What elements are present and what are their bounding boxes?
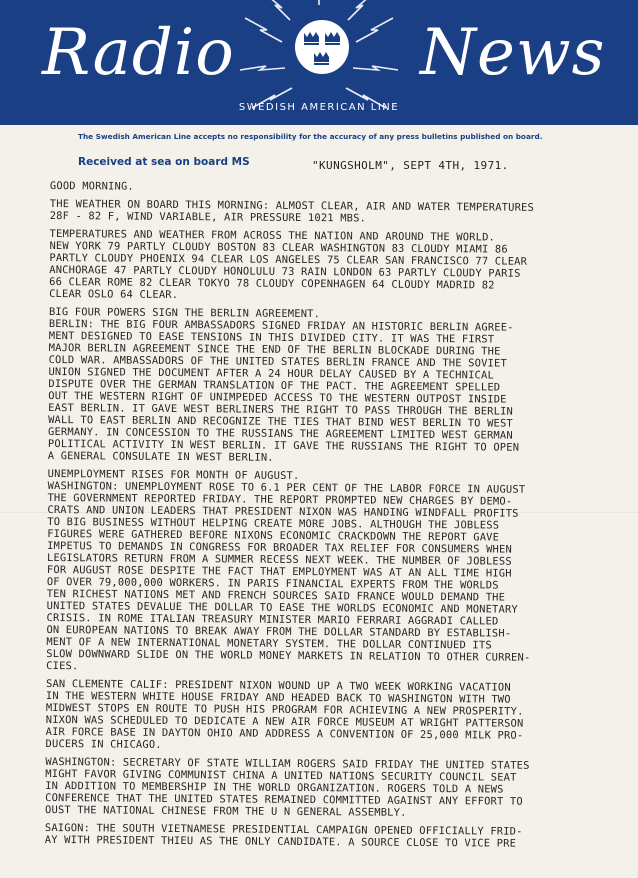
news-body (45, 180, 620, 850)
world-weather: TEMPERATURES AND WEATHER FROM ACROSS THE NATION AND AROUND THE WORLD. NEW YORK 79 PARTLY CLOUDY BOSTON 83 CLEAR WASHINGTON 83 CLOUDY MIAMI 86 PARTLY CLOUDY PHOENIX 94 CLEAR LOS ANGELES 75 CLEAR SAN FRANCISCO 77 CLEAR ANCHORAGE 47 PARTLY CLOUDY HONOLULU 73 RAIN LONDON 63 PARTLY CLOUDY PARIS 66 CLEAR ROME 82 CLEAR TOKYO 78 CLOUDY COPENHAGEN 64 CLOUDY MADRID 82 CLEAR OSLO 64 CLEAR. (49, 227, 528, 302)
received-label: Received at sea on board MS (78, 156, 250, 168)
news-item-saigon: SAIGON: THE SOUTH VIETNAMESE PRESIDENTIAL CAMPAIGN OPENED OFFICIALLY FRID- AY WITH PRESIDENT THIEU AS THE ONLY CANDIDATE. A SOURCE CLOSE TO VICE PRE (44, 821, 523, 850)
three-crowns-emblem (295, 20, 349, 74)
disclaimer: The Swedish American Line accepts no responsibility for the accuracy of any press bulletins published on board. (78, 132, 543, 141)
news-item-berlin: BIG FOUR POWERS SIGN THE BERLIN AGREEMENT. BERLIN: THE BIG FOUR AMBASSADORS SIGNED FRIDAY AN HISTORIC BERLIN AGREE- MENT DESIGNED TO EASE TENSIONS IN THIS DIVIDED CITY. IT WAS THE FIRST MAJOR BERLIN AGREEMENT SINCE THE END OF THE BERLIN BLOCKADE DURING THE COLD WAR. AMBASSADORS OF THE UNITED STATES BERLIN FRANCE AND THE SOVIET UNION SIGNED THE DOCUMENT AFTER A 24 HOUR DELAY CAUSED BY A TECHNICAL DISPUTE OVER THE GERMAN TRANSLATION OF THE PACT. THE AGREEMENT SPELLED OUT THE WESTERN RIGHT OF UNIMPEDED ACCESS TO THE WESTERN OUTPOST INSIDE EAST BERLIN. IT GAVE WEST BERLINERS THE RIGHT TO PASS THROUGH THE BERLIN WALL TO EAST BERLIN AND RECOGNIZE THE TIES THAT BIND WEST BERLIN TO WEST GERMANY. IN CONCESSION TO THE RUSSIANS THE AGREEMENT LIMITED WEST GERMAN POLITICAL ACTIVITY IN WEST BERLIN. IT GAVE THE RUSSIANS THE RIGHT TO OPEN A GENERAL CONSULATE IN WEST BERLIN. (47, 305, 520, 464)
news-item-china: WASHINGTON: SECRETARY OF STATE WILLIAM ROGERS SAID FRIDAY THE UNITED STATES MIGHT FAVOR GIVING COMMUNIST CHINA A UNITED NATIONS SECURITY COUNCIL SEAT IN ADDITION TO MEMBERSHIP IN THE WORLD ORGANIZATION. ROGERS TOLD A NEWS CONFERENCE THAT THE UNITED STATES REMAINED COMMITTED AGAINST ANY EFFORT TO OUST THE NATIONAL CHINESE FROM THE U N GENERAL ASSEMBLY. (45, 755, 530, 819)
masthead-title-news: News (420, 16, 606, 90)
greeting: GOOD MORNING. (49, 180, 134, 193)
dateline: "KUNGSHOLM", SEPT 4TH, 1971. (312, 159, 509, 172)
company-name: SWEDISH AMERICAN LINE (238, 102, 400, 113)
news-item-unemployment: UNEMPLOYMENT RISES FOR MONTH OF AUGUST. WASHINGTON: UNEMPLOYMENT ROSE TO 6.1 PER CENT OF THE LABOR FORCE IN AUGUST THE GOVERNMENT REPORTED FRIDAY. THE REPORT PROMPTED NEW CHARGES BY DEMO- CRATS AND UNION LEADERS THAT PRESIDENT NIXON WAS HANDING WINDFALL PROFITS TO BIG BUSINESS WITHOUT HELPING CREATE MORE JOBS. ALTHOUGH THE JOBLESS FIGURES WERE GATHERED BEFORE NIXONS ECONOMIC CRACKDOWN THE REPORT GAVE IMPETUS TO DEMANDS IN CONGRESS FOR BROADER TAX RELIEF FOR CONSUMERS WHEN LEGISLATORS RETURN FROM A SUMMER RECESS NEXT WEEK. THE NUMBER OF JOBLESS FOR AUGUST ROSE DESPITE THE FACT THAT EMPLOYMENT WAS AT AN ALL TIME HIGH OF OVER 79,000,000 WORKERS. IN PARIS FINANCIAL EXPERTS FROM THE WORLDS TEN RICHEST NATIONS MET AND FRENCH SOURCES SAID FRANCE WOULD DEMAND THE UNITED STATES DEVALUE THE DOLLAR TO EASE THE WORLDS ECONOMIC AND MONETARY CRISIS. IN ROME ITALIAN TREASURY MINISTER MARIO FERRARI AGGRADI CALLED ON EUROPEAN NATIONS TO BREAK AWAY FROM THE DOLLAR STANDARD BY ESTABLISH- MENT OF A NEW INTERNATIONAL MONETARY SYSTEM. THE DOLLAR CONTINUED ITS SLOW DOWNWARD SLIDE ON THE WORLD MONEY MARKETS IN RELATION TO OTHER CURREN- CIES. (46, 467, 531, 673)
masthead-title-radio: Radio (42, 16, 235, 90)
masthead (0, 0, 638, 125)
crown-icon (295, 20, 349, 74)
onboard-weather: THE WEATHER ON BOARD THIS MORNING: ALMOST CLEAR, AIR AND WATER TEMPERATURES 28F - 82 F, WIND VARIABLE, AIR PRESSURE 1021 MBS. (49, 197, 535, 225)
news-item-nixon: SAN CLEMENTE CALIF: PRESIDENT NIXON WOUND UP A TWO WEEK WORKING VACATION IN THE WESTERN WHITE HOUSE FRIDAY AND HEADED BACK TO WASHINGTON WITH TWO MIDWEST STOPS EN ROUTE TO PUSH HIS PROGRAM FOR ACHIEVING A NEW PROSPERITY. NIXON WAS SCHEDULED TO DEDICATE A NEW AIR FORCE MUSEUM AT WRIGHT PATTERSON AIR FORCE BASE IN DAYTON OHIO AND ADDRESS A CONVENTION OF 25,000 MILK PRO- DUCERS IN CHICAGO. (45, 677, 524, 751)
